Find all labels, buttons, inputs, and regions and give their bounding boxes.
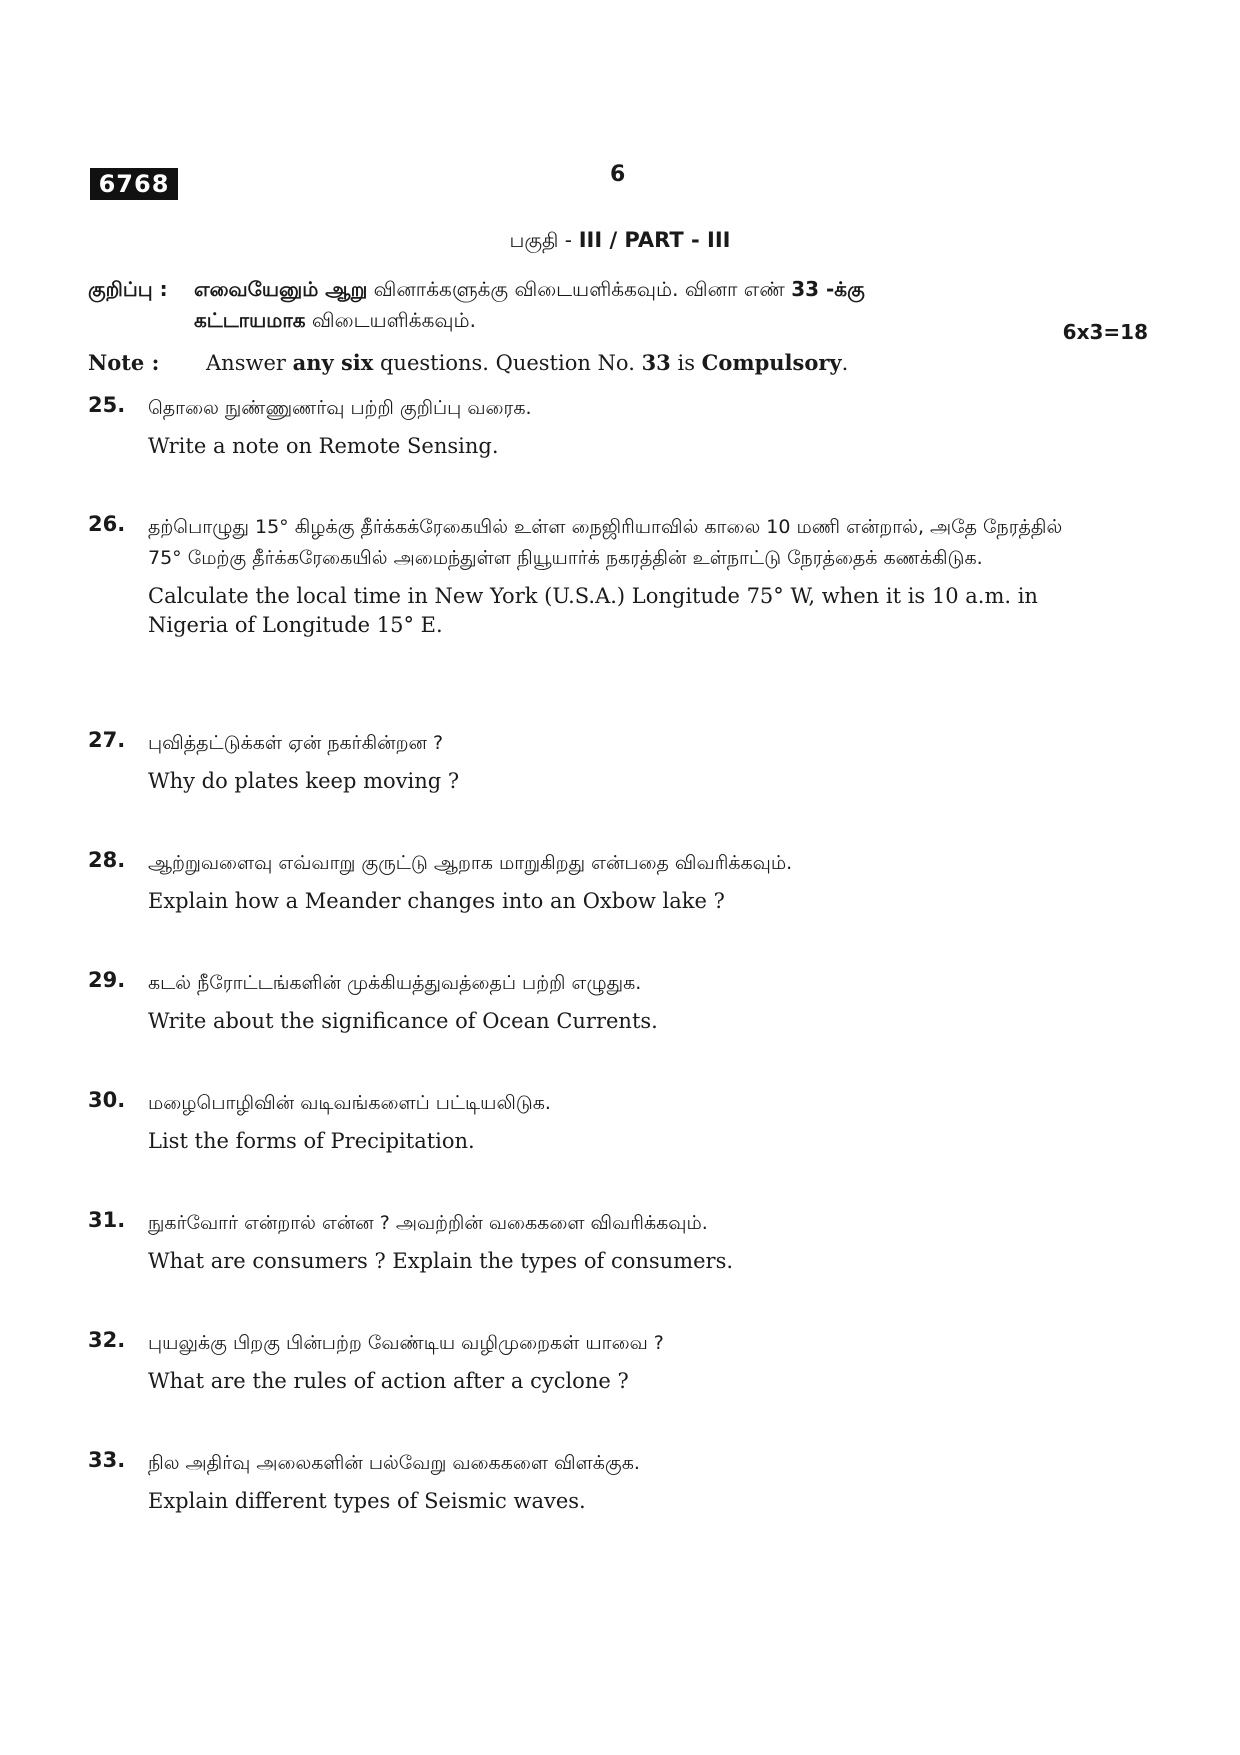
question-text-english: Explain different types of Seismic waves.	[148, 1488, 586, 1513]
instruction-english-bold-33: 33	[641, 350, 671, 375]
question-text-tamil: புவித்தட்டுக்கள் ஏன் நகர்கின்றன ?	[148, 732, 444, 754]
instruction-english-bold-any-six: any six	[292, 350, 374, 375]
instruction-english-text-4: .	[841, 351, 849, 375]
question-text-english: Calculate the local time in New York (U.S.A.) Longitude 75° W, when it is 10 a.m. in Nigeria of Longitude 15° E.	[148, 583, 1038, 637]
instruction-tamil-bold-compulsory: கட்டாயமாக	[194, 308, 306, 332]
question-number: 30.	[88, 1088, 126, 1112]
question-27	[88, 728, 1098, 796]
question-31	[88, 1208, 1098, 1276]
question-text-tamil: நுகர்வோர் என்றால் என்ன ? அவற்றின் வகைகளை விவரிக்கவும்.	[148, 1212, 708, 1234]
instruction-tamil-text	[194, 274, 1089, 336]
question-text-english: Why do plates keep moving ?	[148, 768, 460, 793]
question-number: 32.	[88, 1328, 126, 1352]
question-text-english: What are consumers ? Explain the types of consumers.	[148, 1248, 734, 1273]
question-number: 28.	[88, 848, 126, 872]
question-text-english: What are the rules of action after a cyclone ?	[148, 1368, 629, 1393]
question-text-tamil: மழைபொழிவின் வடிவங்களைப் பட்டியலிடுக.	[148, 1092, 551, 1114]
instruction-english-text-2: questions. Question No.	[373, 351, 642, 375]
question-28	[88, 848, 1098, 916]
question-25	[88, 393, 1098, 461]
question-text-english: List the forms of Precipitation.	[148, 1128, 475, 1153]
question-text-tamil: தற்பொழுது 15° கிழக்கு தீர்க்கக்ரேகையில் உள்ள நைஜிரியாவில் காலை 10 மணி என்றால், அதே நேரத்தில் 75° மேற்கு தீர்க்கரேகையில் அமைந்துள்ள நியூயார்க் நகரத்தின் உள்நாட்டு நேரத்தைக் கணக்கிடுக.	[148, 516, 1063, 569]
instruction-english-text-1: Answer	[206, 351, 293, 375]
question-text-tamil: கடல் நீரோட்டங்களின் முக்கியத்துவத்தைப் பற்றி எழுதுக.	[148, 972, 642, 994]
question-text-tamil: புயலுக்கு பிறகு பின்பற்ற வேண்டிய வழிமுறைகள் யாவை ?	[148, 1332, 664, 1354]
question-number: 33.	[88, 1448, 126, 1472]
question-text-english: Write about the significance of Ocean Currents.	[148, 1008, 658, 1033]
instruction-tamil-text-2: விடையளிக்கவும்.	[305, 308, 476, 332]
question-32	[88, 1328, 1098, 1396]
instruction-tamil-bold-33: 33 -க்கு	[791, 277, 865, 301]
part-heading	[0, 228, 1240, 255]
instruction-english-text-3: is	[670, 351, 702, 375]
question-number: 26.	[88, 512, 126, 536]
paper-code-badge: 6768	[90, 168, 178, 200]
question-26	[88, 512, 1098, 640]
marks-allocation: 6x3=18	[1062, 320, 1148, 344]
instruction-english-label: Note :	[88, 350, 160, 375]
question-number: 31.	[88, 1208, 126, 1232]
instruction-tamil-label: குறிப்பு :	[88, 277, 168, 301]
page-number: 6	[610, 162, 626, 187]
question-text-tamil: ஆற்றுவளைவு எவ்வாறு குருட்டு ஆறாக மாறுகிறது என்பதை விவரிக்கவும்.	[148, 852, 793, 874]
instruction-tamil-bold-any-six: எவையேனும் ஆறு	[194, 277, 368, 301]
part-heading-tamil: பகுதி -	[509, 228, 573, 252]
question-text-tamil: நில அதிர்வு அலைகளின் பல்வேறு வகைகளை விளக்குக.	[148, 1452, 640, 1474]
question-29	[88, 968, 1098, 1036]
question-number: 29.	[88, 968, 126, 992]
question-text-english: Write a note on Remote Sensing.	[148, 433, 499, 458]
instruction-english-bold-compulsory: Compulsory	[701, 350, 842, 375]
instruction-english	[88, 350, 1148, 375]
instruction-tamil-text-1: வினாக்களுக்கு விடையளிக்கவும். வினா எண்	[367, 277, 792, 301]
question-text-tamil: தொலை நுண்ணுணர்வு பற்றி குறிப்பு வரைக.	[148, 397, 532, 419]
instruction-english-text	[206, 350, 1148, 375]
question-30	[88, 1088, 1098, 1156]
part-heading-label: III / PART - III	[578, 228, 731, 252]
question-number: 25.	[88, 393, 126, 417]
question-33	[88, 1448, 1098, 1516]
instruction-tamil	[88, 274, 1148, 344]
question-text-english: Explain how a Meander changes into an Oxbow lake ?	[148, 888, 725, 913]
question-number: 27.	[88, 728, 126, 752]
